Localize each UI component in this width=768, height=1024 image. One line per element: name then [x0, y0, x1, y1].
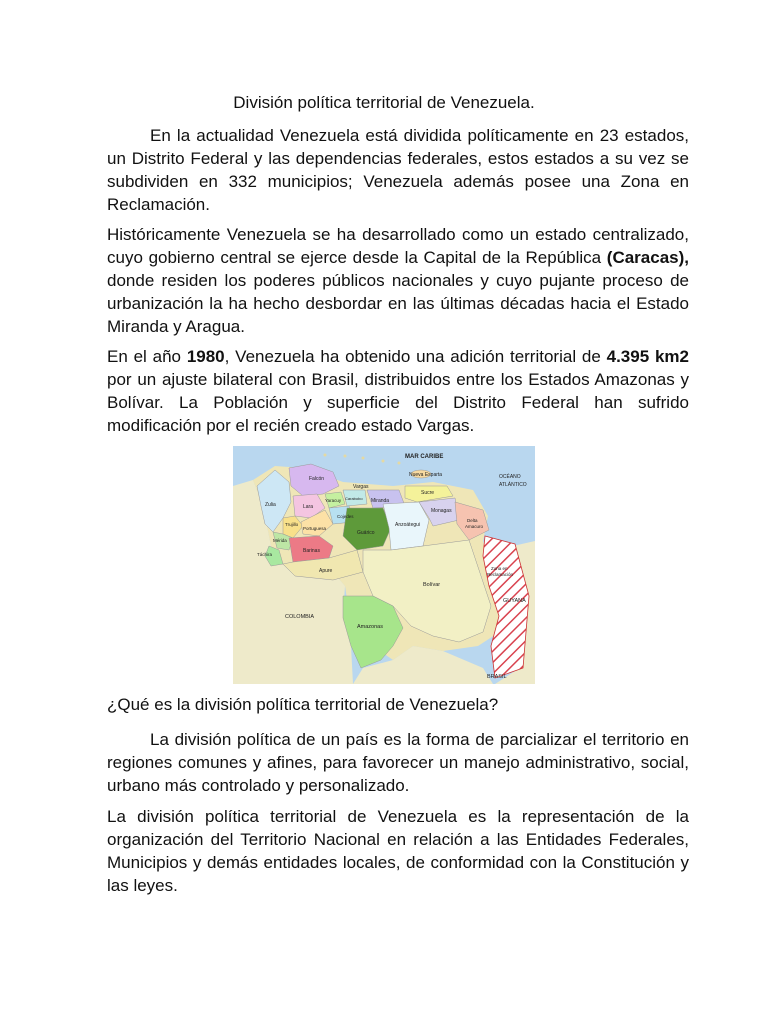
history-capital: (Caracas), — [606, 248, 689, 267]
map-island — [344, 455, 347, 458]
map-label-tachira: Táchira — [257, 552, 273, 557]
map-label-reclamacion2: Reclamación — [487, 572, 514, 577]
venezuela-map — [233, 446, 535, 684]
map-label-trujillo: Trujillo — [285, 522, 299, 527]
section-question: ¿Qué es la división política territorial de Venezuela? — [107, 695, 499, 714]
map-label-bolivar: Bolívar — [423, 582, 441, 588]
map-label-cojedes: Cojedes — [337, 514, 354, 519]
p3-text-e: por un ajuste bilateral con Brasil, distribuidos entre los Estados Amazonas y Bolívar. La Población y superficie del Distrito Federal han sufrido modificación por el recién creado estado Vargas. — [107, 370, 689, 435]
p3-text-a: En el año — [107, 347, 187, 366]
map-label-zulia: Zulia — [265, 502, 276, 508]
map-label-vargas: Vargas — [353, 484, 369, 490]
map-label-guarico: Guárico — [357, 530, 375, 536]
map-label-lara: Lara — [303, 504, 314, 510]
map-label-guyana: GUYANA — [503, 598, 526, 604]
map-island — [362, 457, 365, 460]
paragraph-intro: En la actualidad Venezuela está dividida políticamente en 23 estados, un Distrito Federal y las dependencias federales, estos estados a su vez se subdividen en 332 municipios; Venezuela además posee una Zona en Reclamación. — [107, 126, 689, 214]
map-label-merida: Mérida — [273, 538, 287, 543]
map-label-sucre: Sucre — [421, 490, 435, 496]
p3-year: 1980 — [186, 347, 225, 366]
document-title: División política territorial de Venezuela. — [233, 93, 535, 112]
p3-text-c: , Venezuela ha obtenido una adición territorial de — [224, 347, 607, 366]
map-label-yaracuy: Yaracuy — [325, 498, 342, 503]
map-label-falcon: Falcón — [309, 476, 325, 482]
map-label-portuguesa: Portuguesa — [303, 526, 327, 531]
map-label-delta2: Amacuro — [465, 524, 484, 529]
paragraph-1980 — [107, 345, 689, 437]
map-island — [324, 454, 327, 457]
map-label-apure: Apure — [319, 568, 333, 574]
map-label-anzoategui: Anzoátegui — [395, 522, 421, 528]
map-label-carabobo: Carabobo — [345, 496, 363, 501]
map-label-reclamacion1: Zona en — [491, 566, 508, 571]
map-label-nueva-esparta: Nueva Esparta — [409, 472, 443, 478]
map-label-monagas: Monagas — [431, 508, 452, 514]
map-label-barinas: Barinas — [303, 548, 320, 554]
paragraph-definition: La división política de un país es la forma de parcializar el territorio en regiones comunes y afines, para favorecer un manejo administrativo, social, urbano más controlado y personalizado. — [107, 730, 689, 795]
history-text-c: donde residen los poderes públicos nacionales y cuyo pujante proceso de urbanización la ha hecho desbordar en las últimas décadas hacia el Estado Miranda y Aragua. — [107, 271, 689, 336]
map-island — [398, 462, 401, 465]
map-label-miranda: Miranda — [371, 498, 390, 504]
paragraph-representation: La división política territorial de Venezuela es la representación de la organización del Territorio Nacional en relación a las Entidades Federales, Municipios y demás entidades locales, de conformidad con la Constitución y las leyes. — [107, 807, 689, 895]
map-label-ocean2: ATLÁNTICO — [499, 482, 527, 488]
map-label-ocean1: OCÉANO — [499, 474, 521, 480]
map-island — [382, 460, 385, 463]
p3-area: 4.395 km2 — [606, 347, 689, 366]
map-label-colombia: COLOMBIA — [285, 614, 315, 620]
map-label-delta1: Delta — [467, 518, 478, 523]
map-label-amazonas: Amazonas — [357, 624, 383, 630]
paragraph-history — [107, 223, 689, 338]
map-label-sea: MAR CARIBE — [405, 454, 444, 460]
history-text-a: Históricamente Venezuela se ha desarrollado como un estado centralizado, cuyo gobierno central se ejerce desde la Capital de la República — [107, 225, 689, 267]
map-label-brasil: BRASIL — [487, 674, 507, 680]
